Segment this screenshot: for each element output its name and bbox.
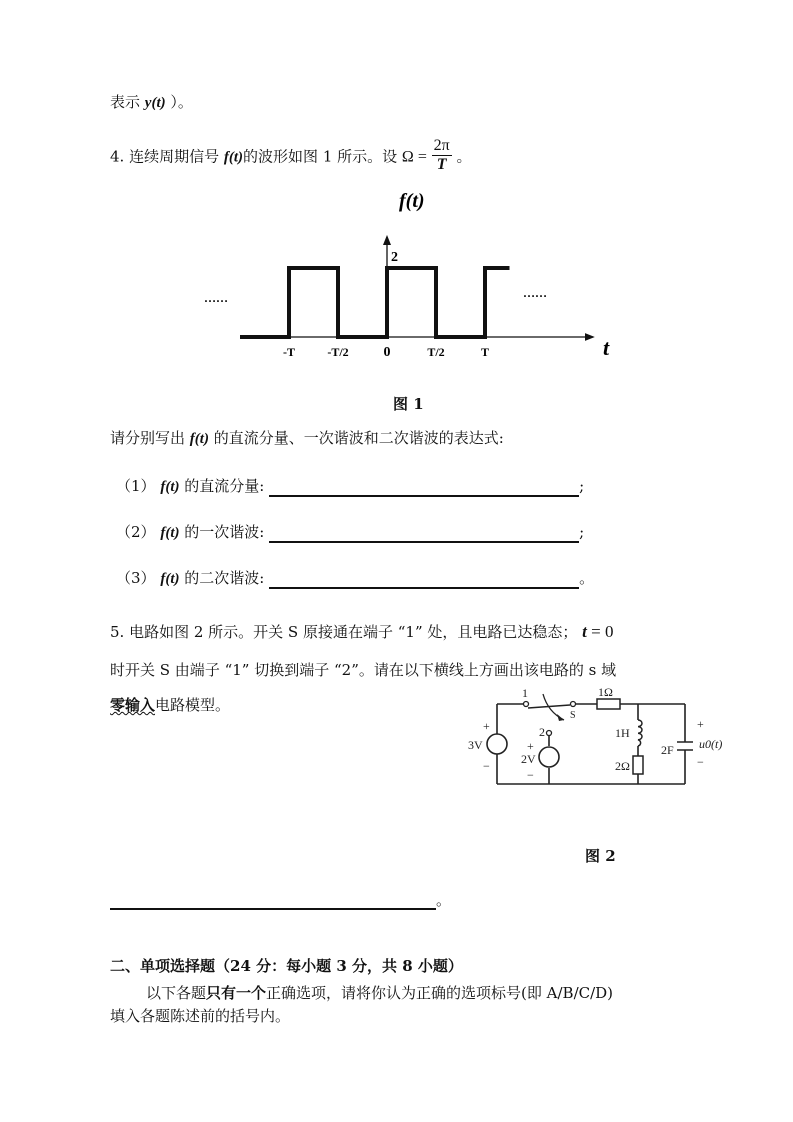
text: 。	[579, 569, 595, 587]
question-number: 4.	[110, 147, 125, 166]
label-source-3v: 3V	[468, 738, 483, 752]
fraction-numerator: 2π	[433, 137, 450, 154]
label-minus: −	[483, 759, 490, 773]
math-f-t: f(t)	[160, 479, 180, 495]
capacitor-2f	[677, 742, 693, 750]
text: ）。	[170, 93, 193, 111]
label-capacitor-2f: 2F	[661, 743, 674, 757]
item-label: （3）	[116, 569, 156, 587]
text: ;	[579, 477, 585, 495]
x-tick-label: 0	[383, 345, 391, 360]
figure-1-caption: 图 1	[393, 395, 424, 413]
emphasis-only-one: 只有一个	[206, 984, 267, 1002]
figure-2-caption: 图 2	[585, 847, 616, 865]
ellipsis-left: ……	[204, 291, 228, 305]
fraction-denominator: T	[436, 156, 447, 173]
math-f-t: f(t)	[189, 431, 209, 447]
label-plus: +	[697, 717, 704, 731]
voltage-source-2v	[539, 747, 559, 767]
voltage-source-3v	[487, 734, 507, 754]
math-f-t: f(t)	[160, 571, 180, 587]
label-resistor-2ohm: 2Ω	[615, 759, 630, 773]
label-minus: −	[697, 755, 704, 769]
text: 5. 电路如图 2 所示。开关 S 原接通在端子 “1” 处，且电路已达稳态；	[110, 623, 578, 641]
x-tick-label: T	[480, 345, 490, 359]
math-f-t: f(t)	[223, 149, 244, 166]
section-2-heading: 二、单项选择题（24 分：每小题 3 分，共 8 小题）	[110, 957, 463, 975]
text: 正确选项，请将你认为正确的选项标号(即 A/B/C/D)	[266, 984, 614, 1002]
label-minus: −	[527, 768, 534, 782]
text: 连续周期信号	[129, 147, 220, 166]
label-plus: +	[527, 739, 534, 753]
text: 以下各题	[146, 984, 207, 1002]
math-y-t: y(t)	[144, 95, 166, 111]
label-source-2v: 2V	[521, 752, 536, 766]
ellipsis-right: ……	[523, 286, 547, 300]
inductor-1h	[638, 720, 642, 746]
text: 请分别写出	[110, 429, 186, 447]
arrow-head-icon	[557, 714, 564, 721]
text: 。	[436, 891, 452, 909]
text: 。	[456, 147, 472, 166]
section-2-instructions	[146, 983, 613, 1003]
item-text: 的直流分量:	[184, 477, 265, 495]
terminal-s	[571, 702, 576, 707]
item-label: （1）	[116, 477, 156, 495]
item-text: 的一次谐波:	[184, 523, 265, 541]
text: 的波形如图 1 所示。设	[243, 147, 398, 166]
section-2-instructions-line2: 填入各题陈述前的括号内。	[110, 1007, 291, 1025]
label-switch-s: S	[570, 710, 576, 721]
answer-blank-circuit-model[interactable]	[110, 894, 436, 910]
terminal-1	[524, 702, 529, 707]
label-terminal-1: 1	[522, 686, 528, 700]
q5-line-2: 时开关 S 由端子 “1” 切换到端子 “2”。请在以下横线上方画出该电路的 s 域	[110, 661, 617, 679]
text: ;	[579, 523, 585, 541]
x-tick-label: -T/2	[327, 345, 349, 359]
math-omega: Ω =	[401, 148, 427, 166]
item-label: （2）	[116, 523, 156, 541]
text: 电路模型。	[155, 696, 231, 714]
label-plus: +	[483, 719, 490, 733]
resistor-1ohm	[597, 699, 620, 709]
math-t-equals-0: t = 0	[582, 622, 614, 641]
math-f-t: f(t)	[160, 525, 180, 541]
label-resistor-1ohm: 1Ω	[598, 685, 613, 699]
x-tick-label: -T	[283, 345, 295, 359]
y-axis-label: f(t)	[399, 190, 425, 212]
emphasis-zero-input: 零输入	[110, 696, 156, 714]
text: 的直流分量、一次谐波和二次谐波的表达式:	[213, 429, 504, 447]
item-text: 的二次谐波:	[184, 569, 265, 587]
x-axis-label: t	[603, 335, 610, 360]
y-amplitude-label: 2	[391, 250, 398, 265]
label-inductor-1h: 1H	[615, 726, 630, 740]
resistor-2ohm	[633, 756, 643, 774]
q5-answer-line	[110, 890, 451, 910]
label-terminal-2: 2	[539, 725, 545, 739]
label-output-u0: u0(t)	[699, 737, 723, 751]
text: 表示	[110, 93, 141, 111]
terminal-2	[547, 731, 552, 736]
x-tick-label: T/2	[427, 345, 445, 359]
